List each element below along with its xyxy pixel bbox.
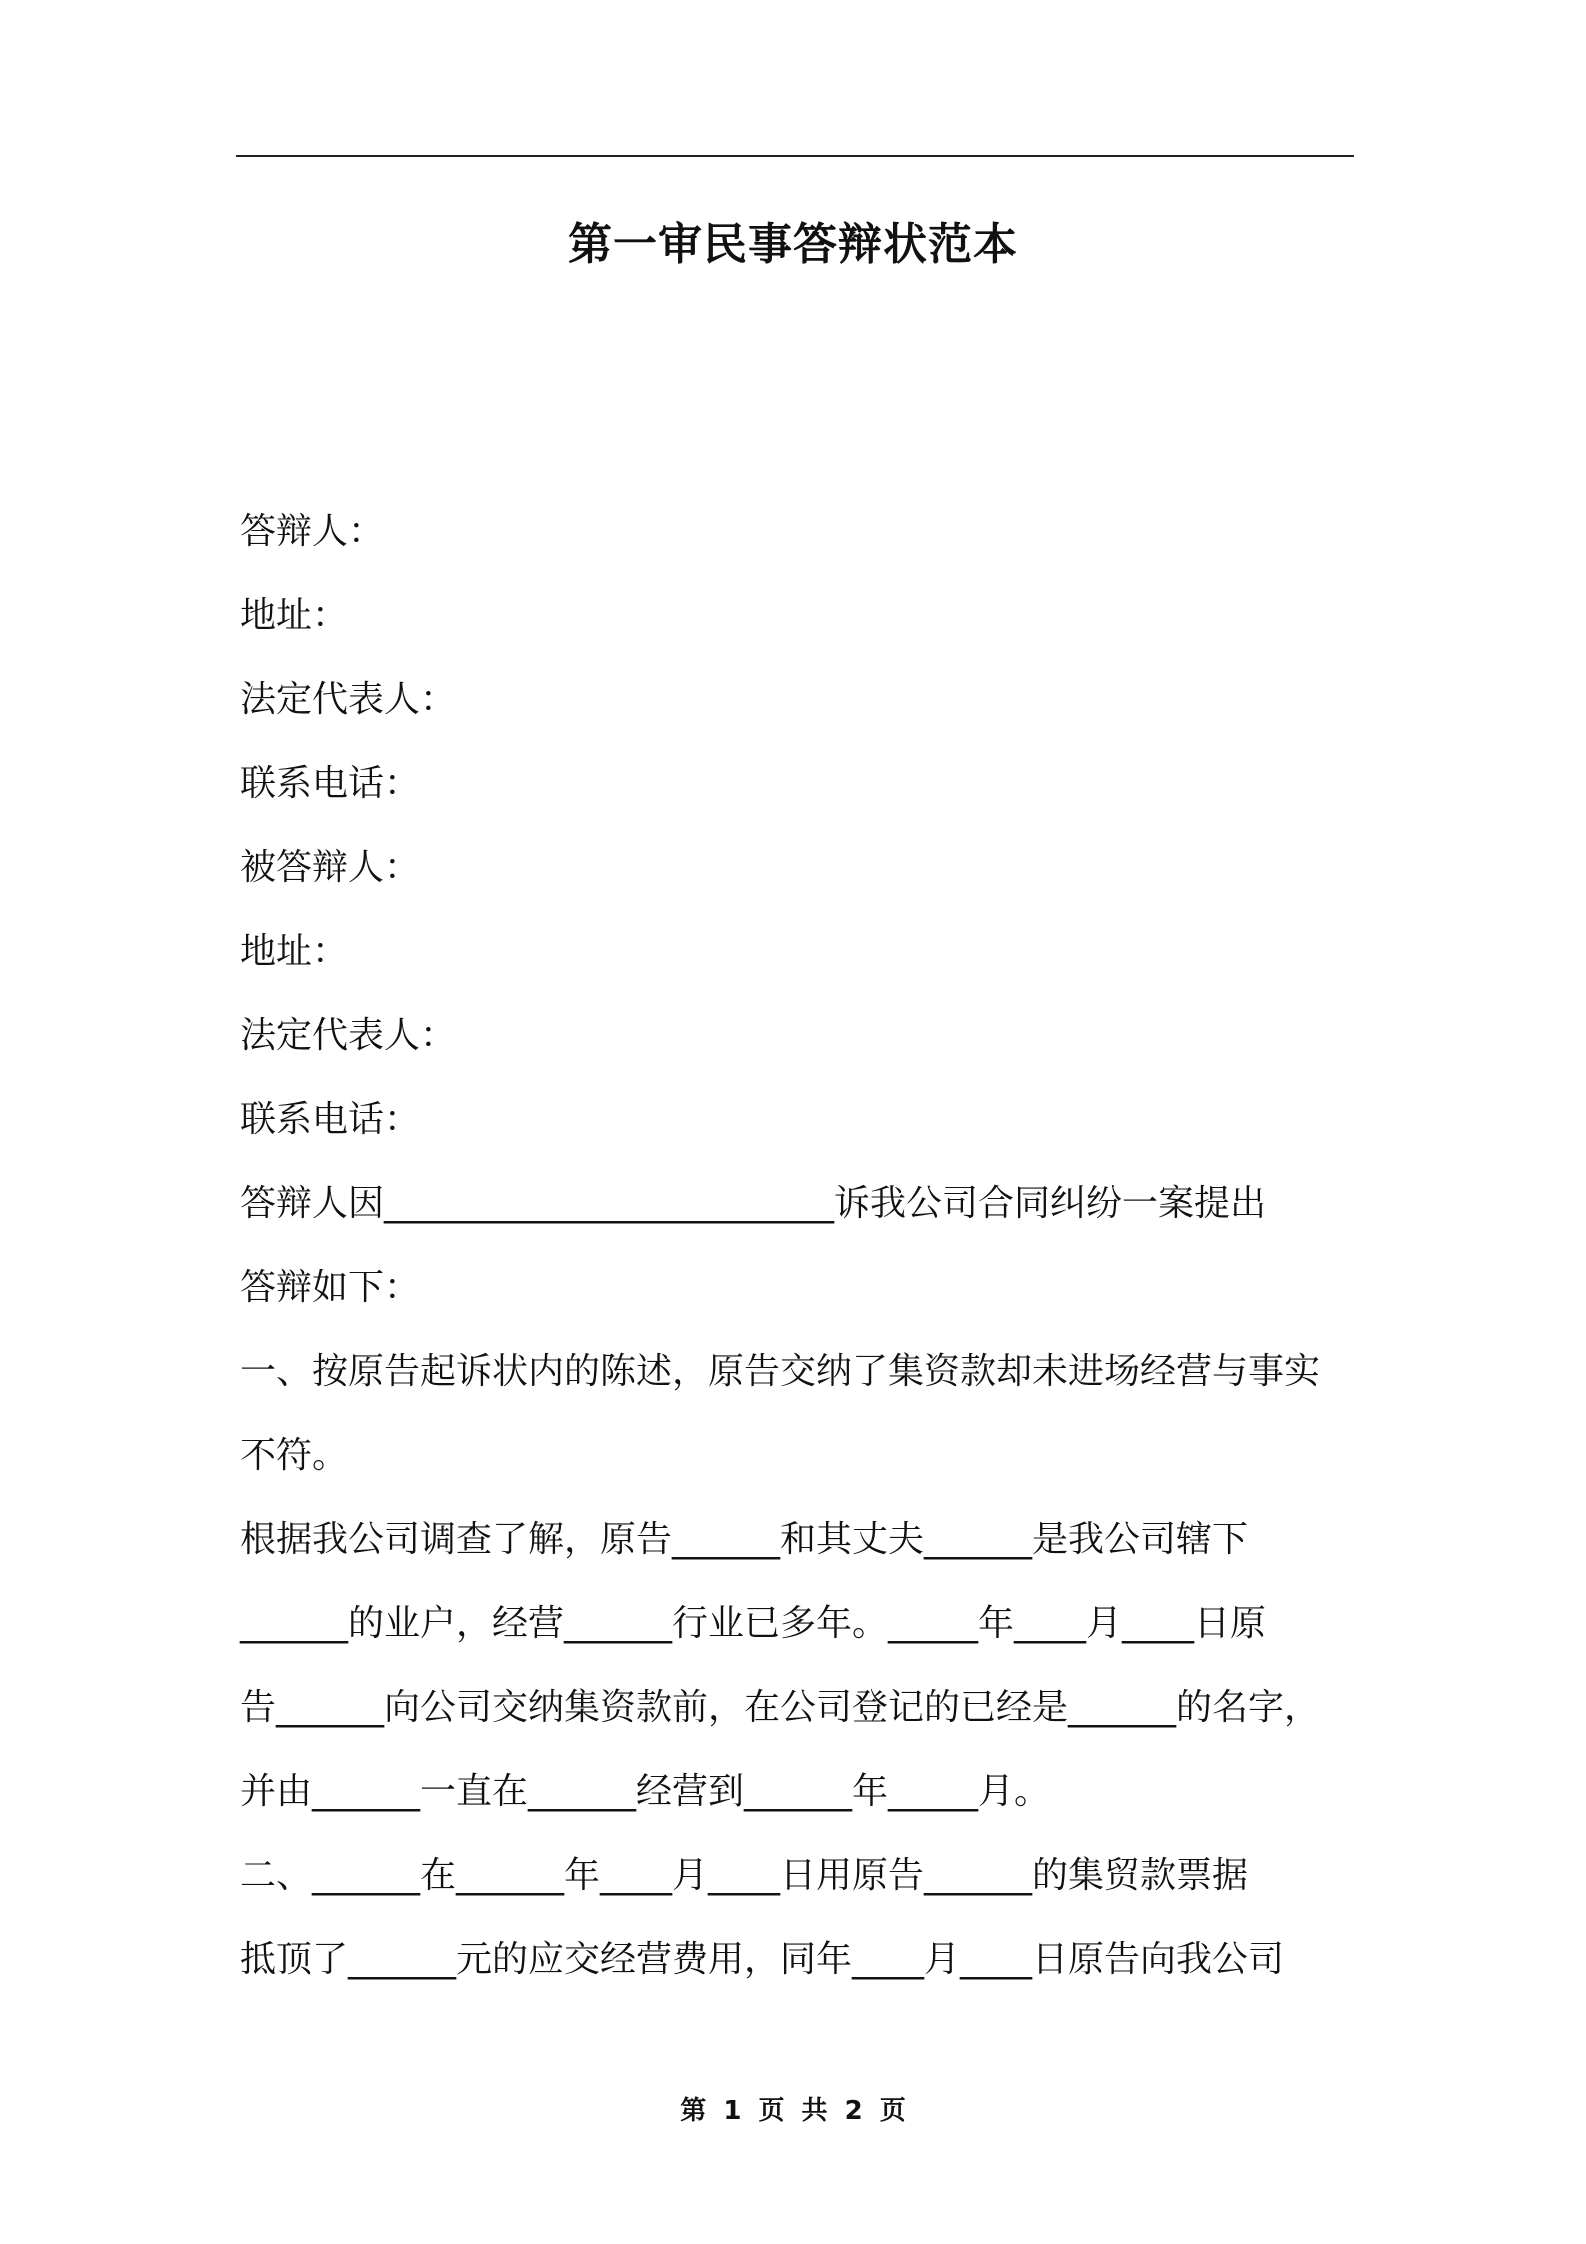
field-plaintiff-phone: 联系电话： [240,1099,421,1140]
field-respondent-legal-rep: 法定代表人： [240,679,457,720]
body-text-line: 答辩如下： [240,1267,421,1308]
field-plaintiff-legal-rep: 法定代表人： [240,1015,457,1056]
field-respondent-phone: 联系电话： [240,763,421,804]
body-text-line: 根据我公司调查了解，原告______和其丈夫______是我公司辖下 [240,1519,1249,1560]
body-text-line: 告______向公司交纳集资款前，在公司登记的已经是______的名字， [240,1687,1321,1728]
body-text-line: 一、按原告起诉状内的陈述，原告交纳了集资款却未进场经营与事实 [240,1351,1321,1392]
field-respondent: 答辩人： [240,511,385,552]
body-text-line: 答辩人因_________________________诉我公司合同纠纷一案提出 [240,1183,1267,1224]
body-text-line: 抵顶了______元的应交经营费用，同年____月____日原告向我公司 [240,1939,1285,1980]
field-plaintiff-address: 地址： [240,931,349,972]
header-rule [236,155,1354,157]
field-plaintiff: 被答辩人： [240,847,421,888]
document-title: 第一审民事答辩状范本 [568,219,1018,270]
page-number: 第 1 页 共 2 页 [680,2096,906,2126]
body-text-line: 二、______在______年____月____日用原告______的集贸款票据 [240,1855,1249,1896]
body-text-line: 不符。 [240,1435,349,1476]
document-body [240,490,1356,2002]
body-text-line: 并由______一直在______经营到______年_____月。 [240,1771,1051,1812]
body-text-line: ______的业户，经营______行业已多年。_____年____月____日原 [240,1603,1267,1644]
field-respondent-address: 地址： [240,595,349,636]
